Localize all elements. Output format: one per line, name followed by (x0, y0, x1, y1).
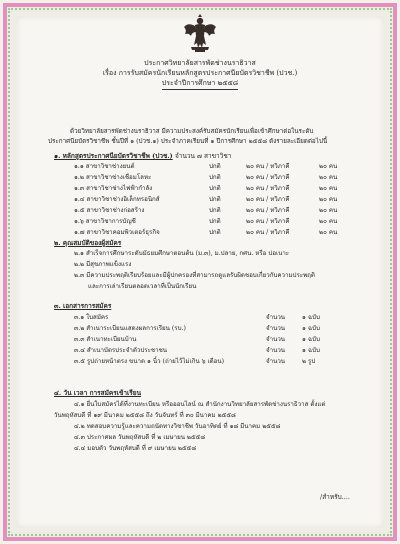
schedule-item: ๔.๔ มอบตัว วันพฤหัสบดี ที่ ๙ เมษายน ๒๕๕๘ (74, 445, 197, 452)
document-row (74, 346, 354, 356)
program-row (74, 217, 354, 227)
document-qty: ๑ ฉบับ (302, 336, 320, 343)
document-row (74, 313, 354, 323)
program-type: ปกติ (209, 229, 221, 236)
qualification-item: ๒.๒ มีสุขภาพแข็งแรง (74, 261, 132, 268)
document-row (74, 324, 354, 334)
program-row (74, 173, 354, 183)
section-2-heading: ๒. คุณสมบัติของผู้สมัคร (54, 239, 122, 247)
program-quota: ๒๐ คน / ทวิภาคี (246, 207, 290, 214)
document-name: ๓.๓ สำเนาทะเบียนบ้าน (74, 336, 137, 343)
program-type: ปกติ (209, 163, 221, 170)
qualification-item: และการเล่าเรียนตลอดเวลาที่เป็นนักเรียน (88, 283, 197, 290)
program-seats: ๒๐ คน (319, 196, 338, 203)
program-quota: ๒๐ คน / ทวิภาคี (246, 185, 290, 192)
document-unit: จำนวน (266, 325, 286, 332)
section-3-heading: ๓. เอกสารการสมัคร (54, 302, 112, 310)
program-name: ๑.๗ สาขาวิชาคอมพิวเตอร์ธุรกิจ (74, 229, 160, 236)
document-unit: จำนวน (266, 347, 286, 354)
schedule-item: วันพฤหัสบดี ที่ ๑๙ มีนาคม ๒๕๕๘ ถึง วันจันทร์ ที่ ๓๐ มีนาคม ๒๕๕๘ (54, 412, 236, 419)
program-name: ๑.๖ สาขาวิชาการบัญชี (74, 218, 136, 225)
program-row (74, 206, 354, 216)
program-type: ปกติ (209, 185, 221, 192)
program-quota: ๒๐ คน / ทวิภาคี (246, 229, 290, 236)
program-type: ปกติ (209, 207, 221, 214)
section-3-title (54, 301, 111, 311)
program-name: ๑.๓ สาขาวิชาช่างไฟฟ้ากำลัง (74, 185, 153, 192)
program-type: ปกติ (209, 196, 221, 203)
document-name: ๓.๔ สำเนาบัตรประจำตัวประชาชน (74, 347, 168, 354)
program-seats: ๒๐ คน (319, 185, 338, 192)
intro-line-2: ประกาศนียบัตรวิชาชีพ ชั้นปีที่ ๑ (ปวช.๑) ประจำภาคเรียนที่ ๑ ปีการศึกษา ๒๕๕๘ ดังรายละเอียดต่อไปนี้ (48, 138, 328, 145)
program-type: ปกติ (209, 174, 221, 181)
document-unit: จำนวน (266, 314, 286, 321)
program-quota: ๒๐ คน / ทวิภาคี (246, 196, 290, 203)
section-1-suffix: จำนวน ๗ สาขาวิชา (174, 152, 232, 160)
garuda-emblem-icon (183, 14, 217, 54)
program-quota: ๒๐ คน / ทวิภาคี (246, 174, 290, 181)
program-row (74, 184, 354, 194)
document-qty: ๑ ฉบับ (302, 314, 320, 321)
continuation-note: /สำหรับ.... (320, 493, 350, 501)
document-qty: ๒ รูป (302, 358, 316, 365)
program-seats: ๒๐ คน (319, 207, 338, 214)
program-name: ๑.๔ สาขาวิชาช่างอิเล็กทรอนิกส์ (74, 196, 160, 203)
program-quota: ๒๐ คน / ทวิภาคี (246, 163, 290, 170)
document-name: ๓.๕ รูปถ่ายหน้าตรง ขนาด ๑ นิ้ว (ถ่ายไว้ไม่เกิน ๖ เดือน) (74, 358, 225, 365)
qualification-item: ๒.๓ มีความประพฤติเรียบร้อยและมีผู้ปกครองที่สามารถดูแลรับผิดชอบเกี่ยวกับความประพฤติ (74, 272, 315, 279)
program-row (74, 195, 354, 205)
intro-paragraph (48, 127, 368, 147)
document-row (74, 357, 354, 367)
program-row (74, 228, 354, 238)
document-header (0, 58, 400, 90)
program-name: ๑.๑ สาขาวิชาช่างยนต์ (74, 163, 135, 170)
program-seats: ๒๐ คน (319, 174, 338, 181)
program-name: ๑.๒ สาขาวิชาช่างเชื่อมโลหะ (74, 174, 152, 181)
program-seats: ๒๐ คน (319, 163, 338, 170)
schedule-item: ๔.๑ ยื่นใบสมัครได้ที่งานทะเบียน หรือออนไลน์ ณ สำนักงานวิทยาลัยสารพัดช่างนราธิวาส ตั้งแต่ (74, 401, 326, 408)
program-quota: ๒๐ คน / ทวิภาคี (246, 218, 290, 225)
document-name: ๓.๑ ใบสมัคร (74, 314, 109, 321)
intro-line-1: ด้วยวิทยาลัยสารพัดช่างนราธิวาส มีความประสงค์รับสมัครนักเรียนเพื่อเข้าศึกษาต่อในระดับ (70, 128, 314, 135)
document-qty: ๑ ฉบับ (302, 325, 320, 332)
header-line-3: ประจำปีการศึกษา ๒๕๕๘ (162, 78, 238, 90)
header-line-1: ประกาศวิทยาลัยสารพัดช่างนราธิวาส (144, 59, 256, 67)
section-1-title (54, 151, 231, 161)
document-unit: จำนวน (266, 358, 286, 365)
section-4-heading: ๔. วัน เวลา การสมัครเข้าเรียน (54, 389, 142, 397)
schedule-item: ๔.๒ ทดสอบความรู้และความถนัดทางวิชาชีพ วันอาทิตย์ ที่ ๑๘ มีนาคม ๒๕๕๘ (74, 423, 281, 430)
program-seats: ๒๐ คน (319, 218, 338, 225)
program-type: ปกติ (209, 218, 221, 225)
document-qty: ๑ ฉบับ (302, 347, 320, 354)
program-seats: ๒๐ คน (319, 229, 338, 236)
header-line-2: เรื่อง การรับสมัครนักเรียนหลักสูตรประกาศนียบัตรวิชาชีพ (ปวช.) (102, 69, 298, 77)
section-4-title (54, 388, 141, 398)
program-name: ๑.๕ สาขาวิชาช่างก่อสร้าง (74, 207, 145, 214)
document-row (74, 335, 354, 345)
document-name: ๓.๒ สำเนาระเบียนแสดงผลการเรียน (รบ.) (74, 325, 186, 332)
section-1-heading: ๑. หลักสูตรประกาศนียบัตรวิชาชีพ (ปวช.) (54, 152, 173, 160)
program-row (74, 162, 354, 172)
qualification-item: ๒.๑ สำเร็จการศึกษาระดับมัธยมศึกษาตอนต้น (ม.๓), ม.ปลาย, กศน. หรือ ปอเนาะ (74, 250, 290, 257)
section-2-title (54, 238, 121, 248)
schedule-item: ๔.๓ ประกาศผล วันพฤหัสบดี ที่ ๒ เมษายน ๒๕๕๘ (74, 434, 206, 441)
document-unit: จำนวน (266, 336, 286, 343)
